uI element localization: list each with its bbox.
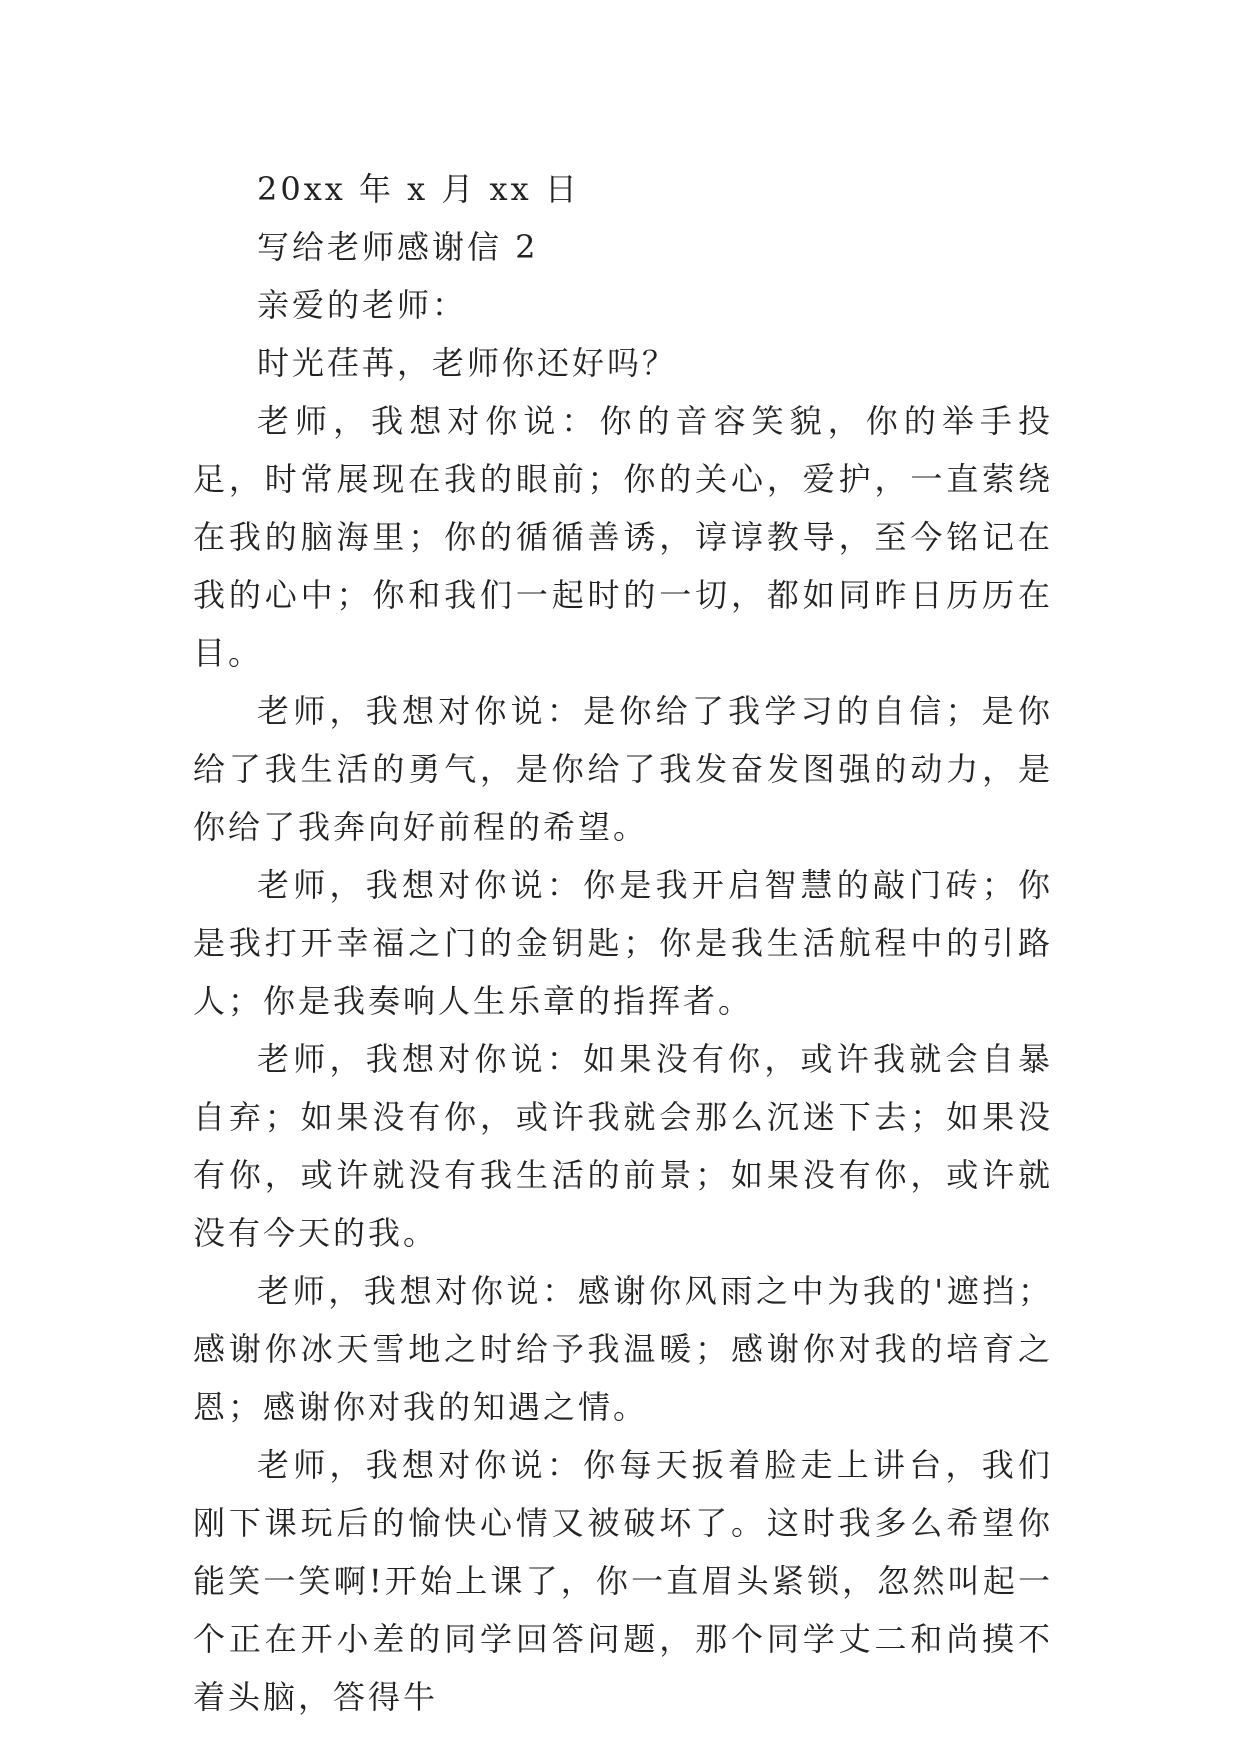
letter-paragraph-1: 老师，我想对你说：你的音容笑貌，你的举手投足，时常展现在我的眼前；你的关心，爱护，一直萦绕在我的脑海里；你的循循善诱，谆谆教导，至今铭记在我的心中；你和我们一起时的一切，都如同昨日历历在目。: [193, 402, 1053, 672]
letter-body: [193, 160, 1053, 1726]
letter-paragraph-6: 老师，我想对你说：你每天扳着脸走上讲台，我们刚下课玩后的愉快心情又被破坏了。这时我多么希望你能笑一笑啊!开始上课了，你一直眉头紧锁，忽然叫起一个正在开小差的同学回答问题，那个同学丈二和尚摸不着头脑，答得牛: [193, 1446, 1053, 1716]
letter-paragraph-3: 老师，我想对你说：你是我开启智慧的敲门砖；你是我打开幸福之门的金钥匙；你是我生活航程中的引路人；你是我奏响人生乐章的指挥者。: [193, 866, 1053, 1020]
letter-salutation: 亲爱的老师：: [257, 286, 468, 324]
letter-opening: 时光荏苒，老师你还好吗？: [257, 344, 678, 382]
letter-date: 20xx 年 x 月 xx 日: [257, 170, 580, 208]
letter-title: 写给老师感谢信 2: [257, 228, 539, 266]
letter-paragraph-5: 老师，我想对你说：感谢你风雨之中为我的'遮挡；感谢你冰天雪地之时给予我温暖；感谢你对我的培育之恩；感谢你对我的知遇之情。: [193, 1272, 1053, 1426]
letter-paragraph-2: 老师，我想对你说：是你给了我学习的自信；是你给了我生活的勇气，是你给了我发奋发图强的动力，是你给了我奔向好前程的希望。: [193, 692, 1053, 846]
letter-paragraph-4: 老师，我想对你说：如果没有你，或许我就会自暴自弃；如果没有你，或许我就会那么沉迷下去；如果没有你，或许就没有我生活的前景；如果没有你，或许就没有今天的我。: [193, 1040, 1053, 1252]
